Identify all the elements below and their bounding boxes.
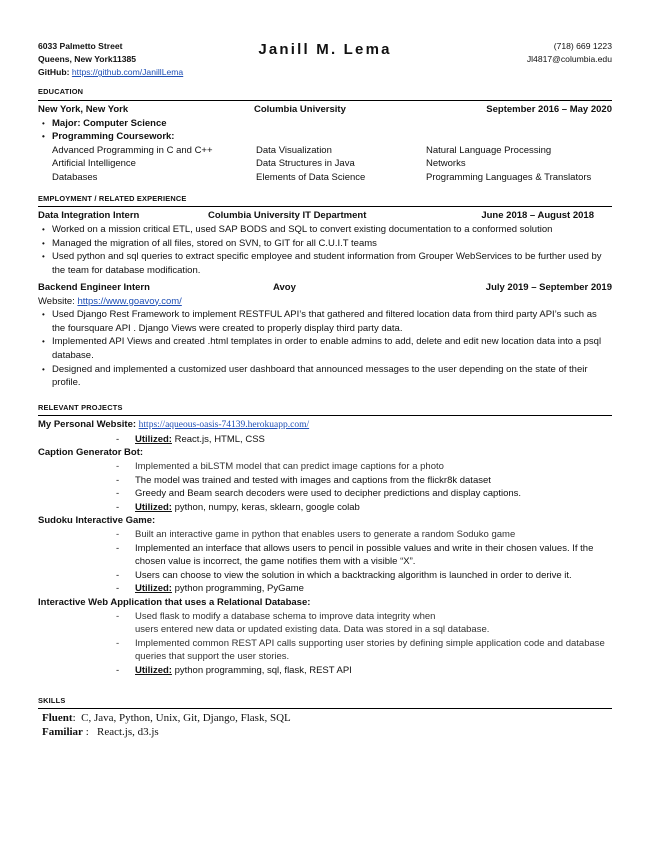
dash-marker: - bbox=[116, 488, 120, 500]
utilized-label: Utilized: bbox=[135, 501, 172, 513]
course: Databases bbox=[52, 171, 98, 183]
coursework-row bbox=[38, 144, 612, 158]
utilized-label: Utilized: bbox=[135, 433, 172, 445]
familiar-value: React.js, d3.js bbox=[97, 726, 159, 739]
job-bullet: • Managed the migration of all files, stored on SVN, to GIT for all C.U.I.T teams bbox=[38, 237, 612, 251]
project-item bbox=[38, 542, 612, 569]
coursework-row bbox=[38, 157, 612, 171]
project-item bbox=[38, 582, 612, 596]
dash-marker: - bbox=[116, 501, 120, 513]
job-bullet: • Implemented API Views and created .html templates in order to enable admins to add, delete and edit new location data into a psql database. bbox=[38, 335, 612, 362]
major-label: Major: bbox=[52, 117, 81, 129]
projects-heading: RELEVANT PROJECTS bbox=[38, 402, 123, 412]
job-bullet: • Used Django Rest Framework to implement RESTFUL API’s that gathered and filtered location data from third party API’s such as the foursquare API . Django Views were created to properly display third party data. bbox=[38, 308, 612, 335]
job-website-label: Website: bbox=[38, 295, 75, 307]
coursework-row bbox=[38, 171, 612, 185]
project-item-text: Implemented a biLSTM model that can predict image captions for a photo bbox=[135, 461, 444, 473]
project-item bbox=[38, 460, 612, 474]
project-title: Caption Generator Bot: bbox=[38, 447, 144, 459]
dash-marker: - bbox=[116, 664, 120, 676]
dash-marker: - bbox=[116, 610, 120, 622]
education-heading: EDUCATION bbox=[38, 87, 84, 96]
project-item bbox=[38, 610, 612, 624]
job-role: Data Integration Intern bbox=[38, 210, 140, 222]
projects-divider bbox=[38, 415, 612, 416]
skills-divider bbox=[38, 708, 612, 709]
job-bullet: • Designed and implemented a customized user dashboard that announced messages to the user depending on the state of their profile. bbox=[38, 363, 612, 390]
skills-fluent: Fluent: C, Java, Python, Unix, Git, Django, Flask, SQL bbox=[42, 712, 291, 725]
project-item bbox=[38, 474, 612, 488]
utilized-value: React.js, HTML, CSS bbox=[174, 433, 265, 445]
project-title: Interactive Web Application that uses a Relational Database: bbox=[38, 597, 311, 608]
utilized-label: Utilized: bbox=[135, 583, 172, 595]
personal-website-label: My Personal Website: bbox=[38, 419, 137, 431]
skills-familiar: Familiar : React.js, d3.js bbox=[42, 726, 159, 739]
experience-divider bbox=[38, 206, 612, 207]
course: Natural Language Processing bbox=[426, 144, 552, 156]
personal-website-link[interactable]: https://aqueous-oasis-74139.herokuapp.com/ bbox=[138, 420, 310, 431]
personal-website-line bbox=[38, 418, 612, 433]
phone: (718) 669 1223 bbox=[553, 41, 612, 51]
candidate-name: Janill M. Lema bbox=[258, 41, 392, 58]
education-dates: September 2016 – May 2020 bbox=[486, 103, 612, 115]
project-item-text: Users can choose to view the solution in which a backtracking algorithm is launched in order to derive it. bbox=[135, 569, 572, 581]
project-item-text: The model was trained and tested with images and captions from the flickr8k dataset bbox=[135, 474, 491, 486]
project-item-text: Greedy and Beam search decoders were used to decipher predictions and display captions. bbox=[135, 488, 522, 500]
project-item-text: users entered new data or updated existing data. Data was stored in a sql database. bbox=[135, 624, 490, 636]
course: Data Structures in Java bbox=[256, 158, 355, 170]
coursework-label: • Programming Coursework: bbox=[38, 130, 612, 144]
course: Data Visualization bbox=[256, 144, 332, 156]
email: Jl4817@columbia.edu bbox=[526, 54, 612, 64]
job-org: Avoy bbox=[273, 281, 296, 293]
dash-marker: - bbox=[116, 433, 120, 445]
utilized-label: Utilized: bbox=[135, 664, 172, 676]
resume-page bbox=[38, 40, 612, 739]
project-item bbox=[38, 501, 612, 515]
dash-marker: - bbox=[116, 637, 120, 649]
address-line1: 6033 Palmetto Street bbox=[38, 41, 123, 51]
github-label: GitHub: bbox=[38, 67, 70, 77]
project-item-text: Used flask to modify a database schema to improve data integrity when bbox=[135, 610, 436, 622]
github-line bbox=[38, 66, 183, 79]
experience-heading: EMPLOYMENT / RELATED EXPERIENCE bbox=[38, 193, 187, 203]
project-item-continuation bbox=[38, 623, 612, 637]
job-website-line bbox=[38, 295, 612, 309]
education-location: New York, New York bbox=[38, 103, 129, 115]
project-item-text: Implemented an interface that allows users to pencil in possible values and write in their chosen values. If the chosen value is incorrect, the game notifies them with a visible “X”. bbox=[135, 542, 594, 568]
utilized-value: python, numpy, keras, sklearn, google colab bbox=[174, 501, 360, 513]
dash-marker: - bbox=[116, 583, 120, 595]
job-dates: July 2019 – September 2019 bbox=[485, 281, 612, 293]
job-bullet: • Worked on a mission critical ETL, used SAP BODS and SQL to convert existing documentation to a conformed solution bbox=[38, 223, 612, 237]
course: Artificial Intelligence bbox=[52, 158, 136, 170]
course: Elements of Data Science bbox=[256, 171, 366, 183]
education-row bbox=[38, 103, 612, 117]
skills-heading: SKILLS bbox=[38, 695, 66, 705]
github-link[interactable]: https://github.com/JanillLema bbox=[71, 67, 184, 77]
utilized-value: python programming, PyGame bbox=[174, 583, 304, 595]
project-item-text: Implemented common REST API calls supporting user stories by defining simple application code and database queries that support the user stories. bbox=[135, 637, 605, 663]
job-header bbox=[38, 281, 612, 295]
major-item bbox=[38, 117, 612, 131]
job-role: Backend Engineer Intern bbox=[38, 281, 150, 293]
job-dates: June 2018 – August 2018 bbox=[481, 210, 594, 222]
course: Advanced Programming in C and C++ bbox=[52, 144, 213, 156]
dash-marker: - bbox=[116, 474, 120, 486]
dash-marker: - bbox=[116, 529, 120, 541]
project-item-text: Built an interactive game in python that enables users to generate a random Soduko game bbox=[135, 529, 516, 541]
course: Programming Languages & Translators bbox=[426, 171, 592, 183]
education-school: Columbia University bbox=[254, 103, 346, 115]
familiar-label: Familiar bbox=[42, 726, 83, 739]
address-line2: Queens, New York11385 bbox=[38, 54, 137, 64]
fluent-value: C, Java, Python, Unix, Git, Django, Flask, SQL bbox=[81, 712, 291, 725]
job-bullet: • Used python and sql queries to extract specific employee and student information from Grouper WebServices to be further used by the team for database modification. bbox=[38, 250, 612, 277]
contact-right bbox=[527, 40, 612, 66]
dash-marker: - bbox=[116, 569, 120, 581]
job-website-link[interactable]: https://www.goavoy.com/ bbox=[77, 295, 182, 307]
resume-header bbox=[38, 40, 612, 80]
project-title: Sudoku Interactive Game: bbox=[38, 515, 156, 527]
project-item bbox=[38, 664, 612, 678]
dash-marker: - bbox=[116, 542, 120, 554]
major-value: Computer Science bbox=[83, 117, 167, 129]
job-org: Columbia University IT Department bbox=[208, 210, 367, 222]
course: Networks bbox=[426, 158, 466, 170]
project-item bbox=[38, 487, 612, 501]
education-divider bbox=[38, 100, 612, 101]
fluent-label: Fluent bbox=[42, 712, 73, 725]
project-item bbox=[38, 569, 612, 583]
project-item bbox=[38, 528, 612, 542]
job-header bbox=[38, 209, 612, 223]
project-item bbox=[38, 637, 612, 664]
dash-marker: - bbox=[116, 461, 120, 473]
utilized-value: python programming, sql, flask, REST API bbox=[174, 664, 352, 676]
project-item bbox=[38, 433, 612, 447]
coursework-grid bbox=[38, 144, 612, 185]
